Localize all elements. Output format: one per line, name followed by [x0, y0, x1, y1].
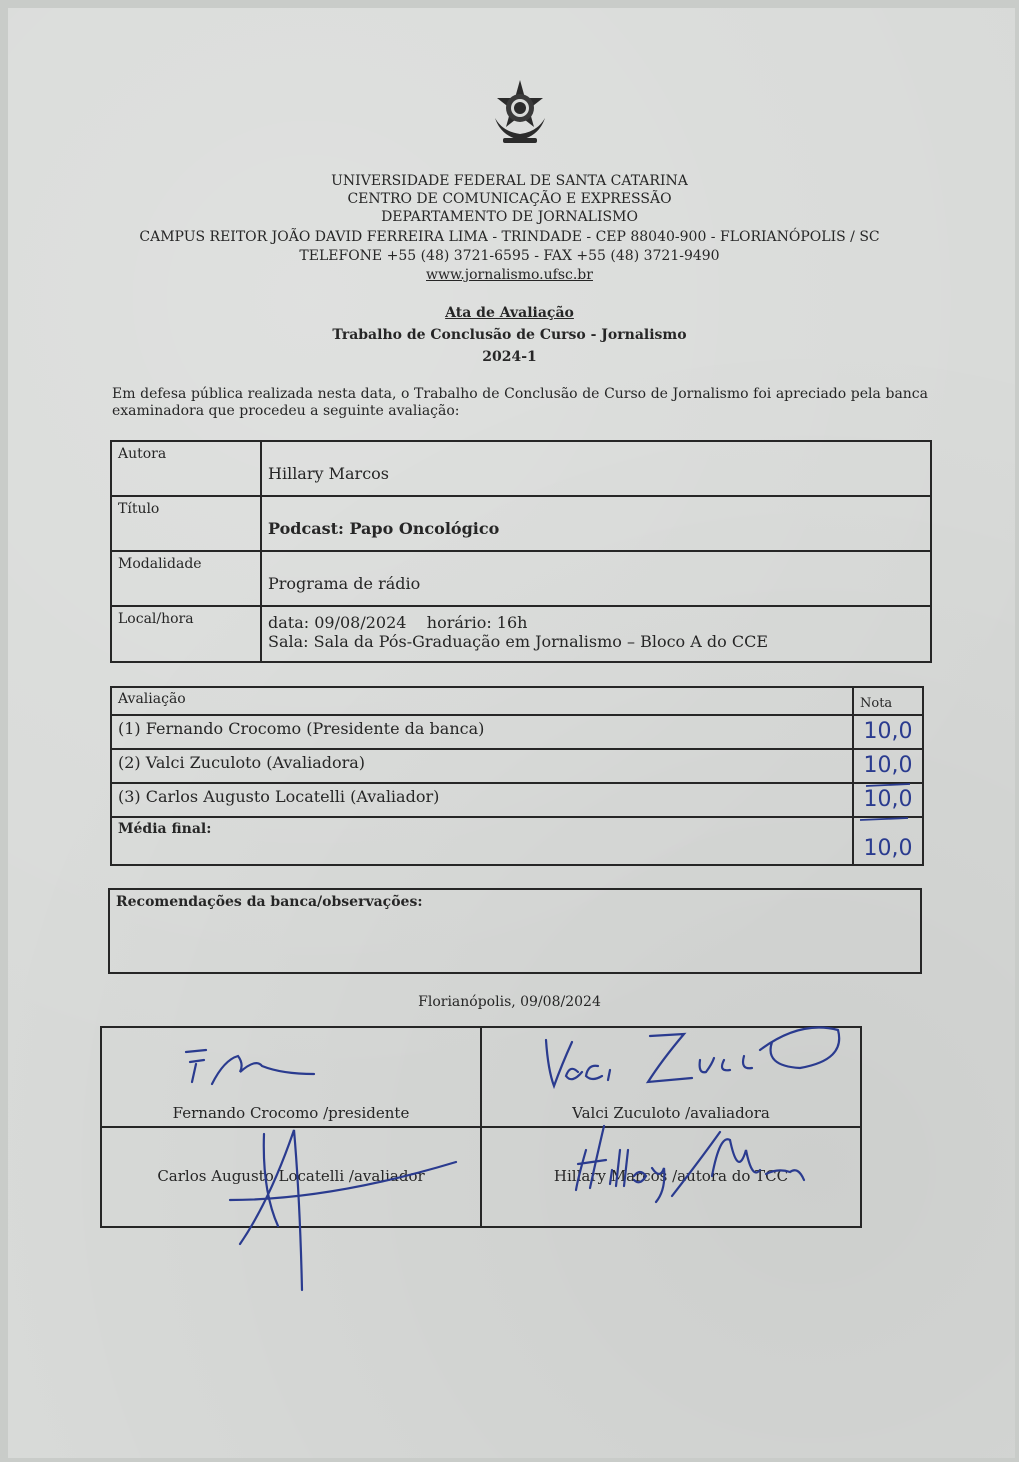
signature-label: Hillary Marcos /autora do TCC [553, 1166, 789, 1185]
website-link[interactable]: www.jornalismo.ufsc.br [426, 267, 593, 283]
intro-paragraph: Em defesa pública realizada nesta data, o Trabalho de Conclusão de Curso de Jornalismo foi apreciado pela banca examinadora que procedeu a seguinte avaliação: [112, 386, 928, 419]
titulo-label: Título [111, 496, 261, 551]
signature-cell [481, 1027, 861, 1127]
evaluation-table [110, 686, 924, 866]
place-date: Florianópolis, 09/08/2024 [418, 994, 601, 1010]
local-hora-value [261, 606, 931, 662]
signature-label: Valci Zuculoto /avaliadora [572, 1104, 770, 1122]
campus-address: CAMPUS REITOR JOÃO DAVID FERREIRA LIMA - TRINDADE - CEP 88040-900 - FLORIANÓPOLIS / SC [139, 229, 880, 245]
recommendations-box [108, 888, 922, 974]
final-grade-value: 10,0 [853, 817, 923, 865]
nota-header: Nota [853, 687, 923, 715]
evaluator-grade: 10,0 [853, 715, 923, 749]
evaluator-grade: 10,0 [853, 749, 923, 783]
sala-value: Sala: Sala da Pós-Graduação em Jornalismo – Bloco A do CCE [268, 632, 769, 651]
autora-label: Autora [111, 441, 261, 496]
center-name: CENTRO DE COMUNICAÇÃO E EXPRESSÃO [347, 191, 672, 207]
signature-cell [101, 1127, 481, 1227]
info-table [110, 440, 932, 663]
signature-label: Carlos Augusto Locatelli /avaliador [157, 1166, 425, 1185]
signature-table [100, 1026, 862, 1228]
final-grade-label: Média final: [111, 817, 853, 865]
evaluator-grade: 10,0 [853, 783, 923, 817]
academic-period: 2024-1 [482, 349, 537, 365]
signature-label: Fernando Crocomo /presidente [172, 1104, 410, 1122]
evaluator-name: (1) Fernando Crocomo (Presidente da banca) [111, 715, 853, 749]
data-value: data: 09/08/2024 [268, 613, 407, 632]
document-subtitle: Trabalho de Conclusão de Curso - Jornalismo [332, 327, 687, 343]
department-name: DEPARTAMENTO DE JORNALISMO [381, 209, 638, 225]
evaluation-header: Avaliação [111, 687, 853, 715]
horario-value: horário: 16h [426, 613, 528, 632]
signature-cell [481, 1127, 861, 1227]
autora-value: Hillary Marcos [261, 441, 931, 496]
signature-cell [101, 1027, 481, 1127]
evaluator-name: (2) Valci Zuculoto (Avaliadora) [111, 749, 853, 783]
phone-fax: TELEFONE +55 (48) 3721-6595 - FAX +55 (48) 3721-9490 [299, 248, 720, 264]
brazil-coat-of-arms-icon [489, 78, 551, 146]
modalidade-value: Programa de rádio [261, 551, 931, 606]
local-hora-label: Local/hora [111, 606, 261, 662]
titulo-value: Podcast: Papo Oncológico [261, 496, 931, 551]
recommendations-label: Recomendações da banca/observações: [116, 894, 423, 910]
document-title: Ata de Avaliação [445, 305, 574, 321]
evaluator-name: (3) Carlos Augusto Locatelli (Avaliador) [111, 783, 853, 817]
modalidade-label: Modalidade [111, 551, 261, 606]
university-name: UNIVERSIDADE FEDERAL DE SANTA CATARINA [331, 173, 688, 189]
